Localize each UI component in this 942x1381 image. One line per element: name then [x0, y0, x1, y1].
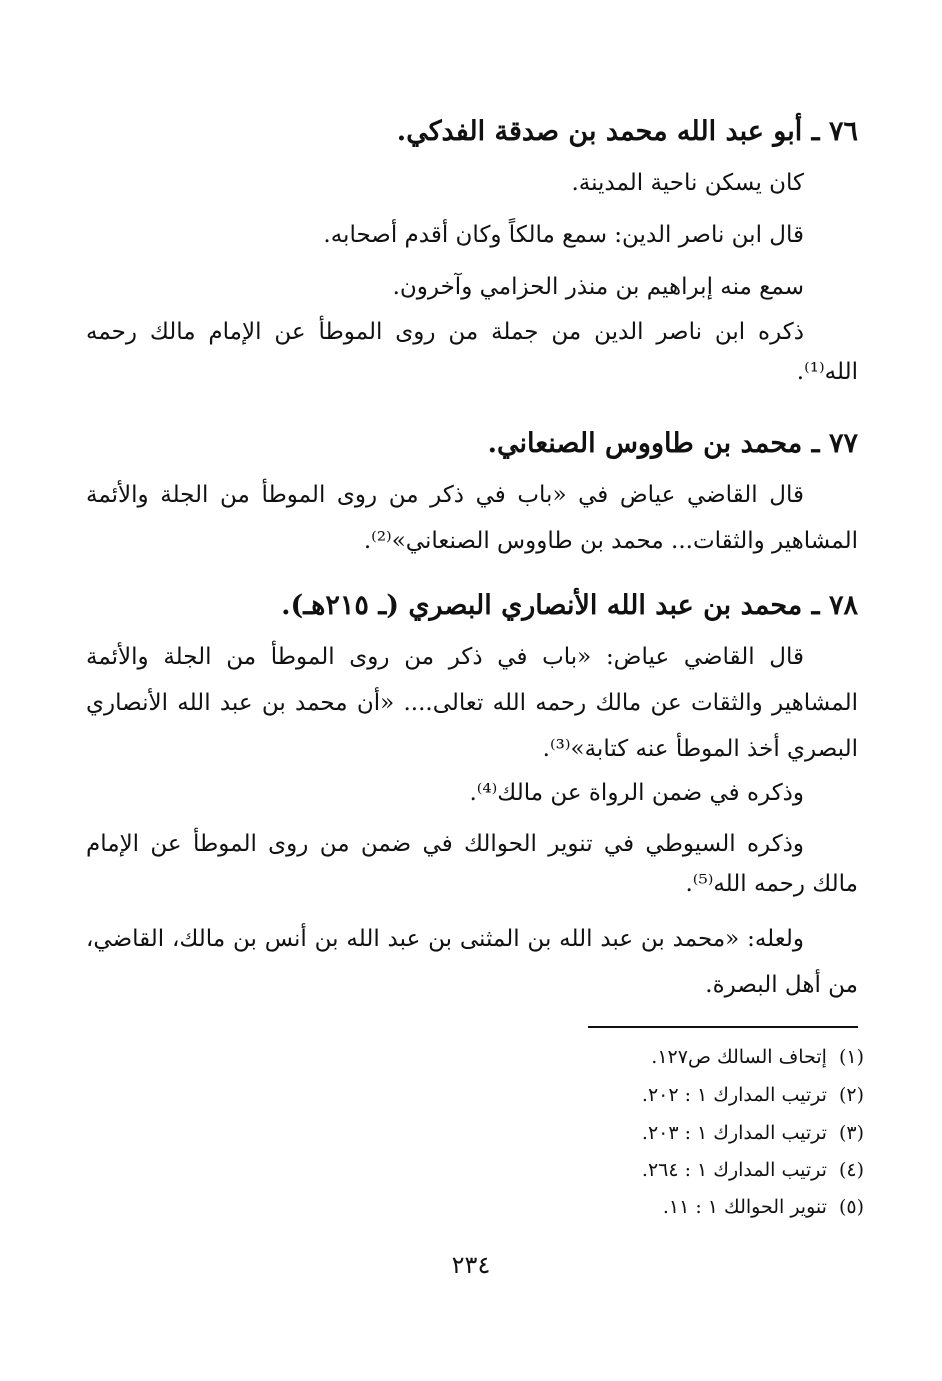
entry-76-para-2: قال ابن ناصر الدين: سمع مالكاً وكان أقدم أصحابه. [323, 222, 804, 248]
entry-78-heading: ٧٨ ـ محمد بن عبد الله الأنصاري البصري (ـ ٢١٥هـ). [281, 590, 858, 621]
entry-76-para-1: كان يسكن ناحية المدينة. [571, 170, 804, 196]
entry-76-para-4: ذكره ابن ناصر الدين من جملة من روى الموطأ عن الإمام مالك رحمه الله⁽¹⁾. [86, 319, 858, 385]
footnote-3 [364, 1118, 864, 1148]
footnote-number: (٣) [838, 1122, 864, 1144]
entry-77-heading: ٧٧ ـ محمد بن طاووس الصنعاني. [487, 428, 858, 459]
footnote-text: ترتيب المدارك ١ : ٢٠٣. [641, 1122, 827, 1144]
footnote-number: (٤) [838, 1159, 864, 1181]
footnote-number: (٥) [838, 1196, 864, 1218]
footnote-1 [364, 1042, 864, 1072]
entry-76-para-3: سمع منه إبراهيم بن منذر الحزامي وآخرون. [392, 274, 804, 300]
footnote-separator [588, 1026, 858, 1028]
footnote-number: (٢) [838, 1084, 864, 1106]
footnote-text: تنوير الحوالك ١ : ١١. [662, 1196, 827, 1218]
footnote-number: (١) [838, 1046, 864, 1068]
footnote-text: إتحاف السالك ص١٢٧. [651, 1046, 827, 1068]
entry-78-para-2: وذكره في ضمن الرواة عن مالك⁽⁴⁾. [469, 780, 804, 806]
footnote-text: ترتيب المدارك ١ : ٢٦٤. [641, 1159, 827, 1181]
entry-76-heading: ٧٦ ـ أبو عبد الله محمد بن صدقة الفدكي. [396, 116, 858, 147]
footnote-5 [364, 1192, 864, 1222]
page-number: ٢٣٤ [451, 1251, 491, 1279]
entry-78-para-3: وذكره السيوطي في تنوير الحوالك في ضمن من روى الموطأ عن الإمام مالك رحمه الله⁽⁵⁾. [86, 831, 858, 897]
entry-78-para-1: قال القاضي عياض: «باب في ذكر من روى الموطأ من الجلة والأئمة المشاهير والثقات عن مالك رحمه الله تعالى.... «أن محمد بن عبد الله الأنصاري البصري أخذ الموطأ عنه كتابة»⁽³⁾. [86, 644, 858, 762]
footnote-text: ترتيب المدارك ١ : ٢٠٢. [641, 1084, 827, 1106]
footnote-2 [364, 1080, 864, 1110]
entry-77-para-1: قال القاضي عياض في «باب في ذكر من روى الموطأ من الجلة والأئمة المشاهير والثقات... محمد بن طاووس الصنعاني»⁽²⁾. [86, 482, 858, 554]
footnote-4 [364, 1155, 864, 1185]
entry-78-para-4: ولعله: «محمد بن عبد الله بن المثنى بن عبد الله بن أنس بن مالك، القاضي، من أهل البصرة. [86, 926, 858, 998]
